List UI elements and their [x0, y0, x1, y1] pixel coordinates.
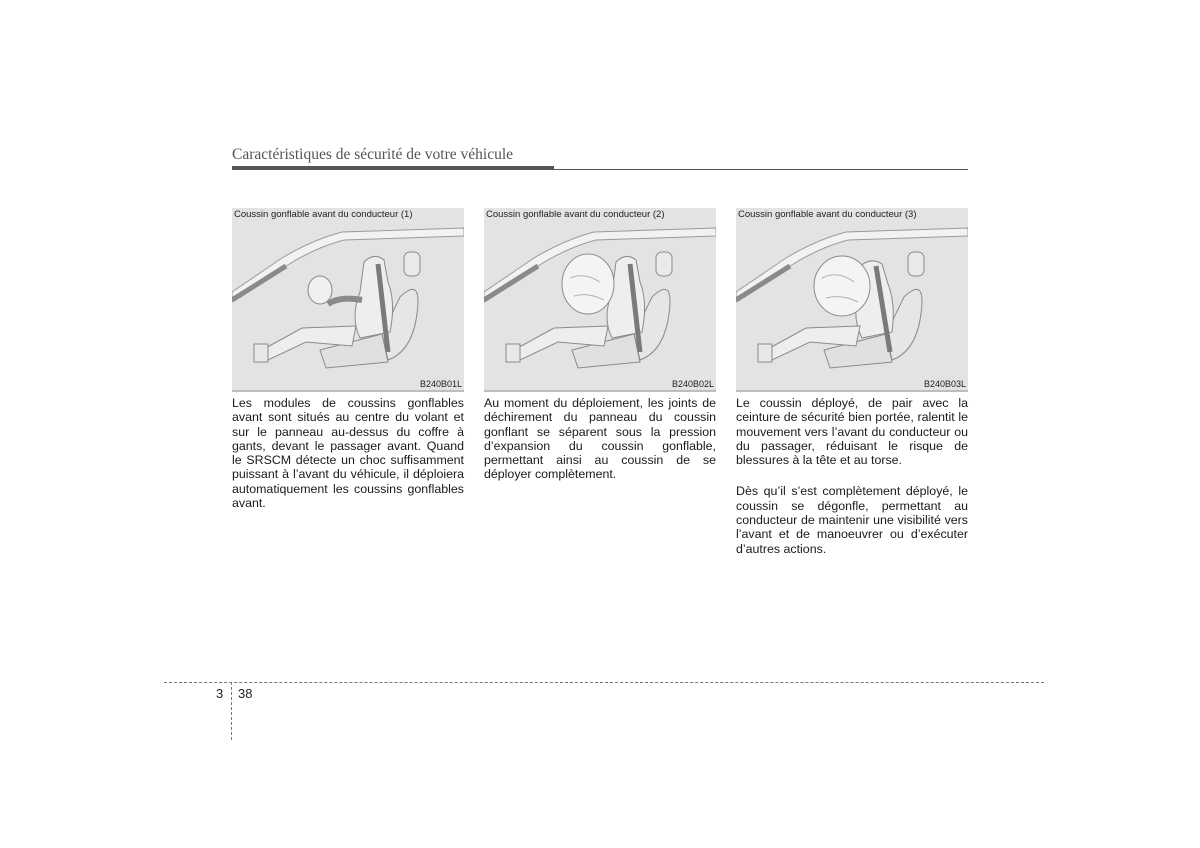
paragraph: Les modules de coussins gonflables avant sont situés au centre du volant et sur le panneau au-dessus du coffre à gants, devant le passager avant. Quand le SRSCM détecte un choc suffisamment puissant à l’avant du véhicule, il déploiera automatiquement les coussins gonflables avant.	[232, 396, 464, 511]
airbag-stage-1-drawing	[232, 222, 464, 390]
airbag-stage-2-drawing	[484, 222, 716, 390]
body-text-1	[232, 396, 464, 510]
figure-panel-1	[232, 208, 464, 527]
figure-divider	[736, 390, 968, 392]
figure-caption: Coussin gonflable avant du conducteur (3)	[738, 209, 917, 220]
figure-caption: Coussin gonflable avant du conducteur (2)	[486, 209, 665, 220]
figure-caption: Coussin gonflable avant du conducteur (1)	[234, 209, 413, 220]
airbag-illustration-3	[736, 208, 968, 392]
footer-dashed-rule	[164, 682, 1044, 683]
page-number: 38	[238, 686, 253, 701]
airbag-illustration-2	[484, 208, 716, 392]
airbag-illustration-1	[232, 208, 464, 392]
footer-dashed-divider	[231, 682, 232, 740]
paragraph: Le coussin déployé, de pair avec la ceinture de sécurité bien portée, ralentit le mouvement vers l’avant du conducteur ou du passager, réduisant le risque de blessures à la tête et au torse.	[736, 396, 968, 468]
body-text-2	[484, 396, 716, 482]
body-text-3	[736, 396, 968, 556]
figure-code: B240B03L	[923, 379, 966, 389]
paragraph: Dès qu’il s’est complètement déployé, le coussin se dégonfle, permettant au conducteur de maintenir une visibilité vers l’avant et de manoeuvrer ou d’exécuter d’autres actions.	[736, 484, 968, 556]
paragraph: Au moment du déploiement, les joints de déchirement du panneau du coussin gonflant se séparent sous la pression d’expansion du coussin gonflable, permettant ainsi au coussin de se déployer complètement.	[484, 396, 716, 482]
section-title: Caractéristiques de sécurité de votre véhicule	[232, 146, 514, 163]
figure-panel-2	[484, 208, 716, 499]
title-underline-thin	[554, 169, 968, 170]
figure-divider	[232, 390, 464, 392]
chapter-number: 3	[216, 686, 224, 701]
title-underline-thick	[232, 166, 554, 170]
figure-code: B240B02L	[671, 379, 714, 389]
figure-panel-3	[736, 208, 968, 573]
figure-code: B240B01L	[419, 379, 462, 389]
airbag-stage-3-drawing	[736, 222, 968, 390]
figure-divider	[484, 390, 716, 392]
